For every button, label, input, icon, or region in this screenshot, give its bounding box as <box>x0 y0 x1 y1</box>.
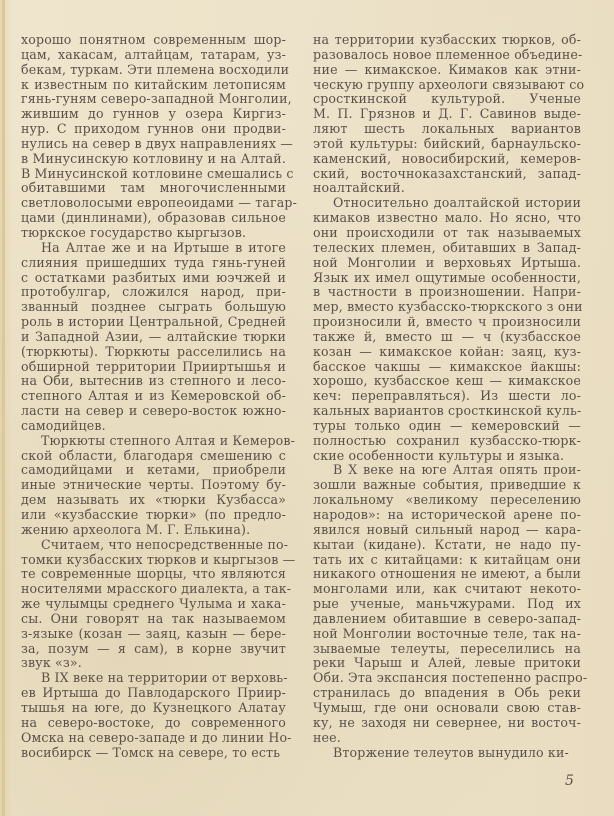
text-line: цами (динлинами), образовав сильное <box>21 210 286 226</box>
text-line: реки Чарыш и Алей, левые притоки <box>313 655 581 671</box>
text-line: Язык их имел ощутимые особенности, <box>313 269 581 285</box>
page-number: 5 <box>565 773 574 789</box>
text-line: восибирск — Томск на севере, то есть <box>21 744 281 760</box>
text-line: цам, хакасам, алтайцам, татарам, уз- <box>21 46 286 62</box>
text-line: обитавшими там многочисленными <box>21 180 286 196</box>
text-line: те современные шорцы, что являются <box>21 566 286 582</box>
left-column <box>21 32 298 760</box>
paragraph <box>313 746 581 761</box>
text-line: ский, восточноказахстанский, запад- <box>313 165 581 181</box>
text-line: ской области, благодаря смешению с <box>21 447 286 463</box>
page-edge <box>2 0 5 816</box>
text-line: ческую группу археологи связывают со <box>313 76 585 92</box>
text-line: иные этнические черты. Поэтому бу- <box>21 477 286 493</box>
text-line: тышья на юге, до Кузнецкого Алатау <box>21 699 286 715</box>
text-line: локальному «великому переселению <box>313 492 581 508</box>
text-line: кальных вариантов сросткинской куль- <box>313 403 582 419</box>
text-line: На Алтае же и на Иртыше в итоге <box>41 239 286 255</box>
text-line: ские особенности культуры и языка. <box>313 447 565 463</box>
text-line: или «кузбасские тюрки» (по предло- <box>21 507 286 522</box>
text-line: на территории кузбасских тюрков, об- <box>313 32 581 47</box>
text-line: самодийцами и кетами, приобрели <box>21 462 286 478</box>
text-line: дем называть их «тюрки Кузбасса» <box>21 492 286 508</box>
text-line: ной Монголии восточные теле, так на- <box>313 625 581 641</box>
text-line: кеч: переправляться). Из шести ло- <box>313 388 581 404</box>
paragraph <box>21 670 292 760</box>
text-line: ние — кимакское. Кимаков как этни- <box>313 61 581 77</box>
text-line: жившим до гуннов у озера Киргиз- <box>21 106 286 122</box>
text-line: кытаи (кидане). Кстати, не надо пу- <box>313 536 581 552</box>
text-line: слияния пришедших туда гянь-гуней <box>21 254 286 270</box>
text-line: ев Иртыша до Павлодарского Приир- <box>21 685 286 701</box>
text-line: ной Монголии и верховьях Иртыша. <box>313 254 581 270</box>
text-line: Омска на северо-западе и до линии Но- <box>21 729 292 745</box>
paragraph <box>21 432 296 538</box>
text-line: с остатками разбитых ими юэчжей и <box>21 269 286 285</box>
text-line: В IX веке на территории от верховь- <box>41 670 288 686</box>
text-line: Считаем, что непосредственные по- <box>41 536 289 552</box>
text-line: званный позднее сыграть большую <box>21 299 286 315</box>
text-line: звук «з». <box>21 655 82 671</box>
text-line: томки кузбасских тюрков и кыргызов — <box>21 551 296 567</box>
text-line: гянь-гуням северо-западной Монголии, <box>21 91 292 107</box>
text-line: ласти на север и северо-восток южно- <box>21 403 286 419</box>
text-line: тать их с китайцами: к китайцам они <box>313 551 581 567</box>
text-line: Тюркюты степного Алтая и Кемеров- <box>41 432 296 448</box>
paragraph <box>21 241 286 434</box>
text-line: явился новый сильный народ — кара- <box>313 521 581 537</box>
text-line: зошли важные события, приведшие к <box>313 477 581 493</box>
text-line: в частности в произношении. Напри- <box>313 284 581 300</box>
text-line: басское чакшы — кимакское йакшы: <box>313 358 581 374</box>
text-line: ку, не заходя ни севернее, ни восточ- <box>313 714 581 730</box>
text-line: Вторжение телеутов вынудило ки- <box>333 744 569 760</box>
text-line: хорошо, кузбасское кеш — кимакское <box>313 373 581 389</box>
text-line: В Минусинской котловине смешались с <box>21 165 294 181</box>
text-line: произносили й, вместо ч произносили <box>313 314 581 330</box>
text-line: разовалось новое племенное объедине- <box>313 46 583 62</box>
paragraph <box>313 32 585 196</box>
text-line: в Минусинскую котловину и на Алтай. <box>21 150 286 166</box>
text-line: мер, вместо кузбасско-тюркского з они <box>313 299 583 315</box>
text-line: телеских племен, обитавших в Запад- <box>313 239 581 255</box>
text-line: бекам, туркам. Эти племена восходили <box>21 61 290 77</box>
text-line: к известным по китайским летописям <box>21 76 286 92</box>
text-line: зываемые телеуты, переселились на <box>313 640 581 656</box>
text-line: протобулгар, сложился народ, при- <box>21 284 286 300</box>
text-line: кимаков известно мало. Но ясно, что <box>313 210 581 226</box>
text-line: же чулымцы среднего Чулыма и хака- <box>21 596 286 612</box>
text-line: на Оби, вытеснив из степного и лесо- <box>21 373 286 389</box>
text-line: самодийцев. <box>21 417 106 433</box>
text-line: хорошо понятном современным шор- <box>21 32 286 47</box>
text-line: роль в истории Центральной, Средней <box>21 314 286 330</box>
text-line: сы. Они говорят на так называемом <box>21 610 286 626</box>
text-line: никакого отношения не имеют, а были <box>313 566 581 582</box>
text-line: этой культуры: бийский, барнаульско- <box>313 135 581 151</box>
paragraph <box>21 536 296 672</box>
text-line: за, позум — я сам), в корне звучит <box>21 640 286 656</box>
text-line: В X веке на юге Алтая опять прои- <box>333 462 581 478</box>
text-line: Оби. Эта экспансия постепенно распро- <box>313 670 588 686</box>
text-line: нулись на север в двух направлениях — <box>21 135 293 151</box>
text-line: Чумыш, где они основали свою став- <box>313 699 581 715</box>
text-line: тюркское государство кыргызов. <box>21 224 247 240</box>
text-line: они происходили от так называемых <box>313 224 581 240</box>
text-line: рые ученые, маньчжурами. Под их <box>313 596 581 612</box>
paragraph <box>21 32 298 241</box>
text-line: полностью сохранил кузбасско-тюрк- <box>313 432 581 448</box>
text-line: туры только один — кемеровский — <box>313 417 581 433</box>
paragraph <box>313 462 588 745</box>
text-line: обширной территории Прииртышья и <box>21 358 286 374</box>
text-line: монголами или, как считают некото- <box>313 581 581 597</box>
text-line: народов»: на исторической арене по- <box>313 507 581 522</box>
text-line: ляют шесть локальных вариантов <box>313 121 581 137</box>
text-line: светловолосыми европеоидами — тагар- <box>21 195 298 211</box>
text-line: козан — кимакское койан: заяц, куз- <box>313 343 581 359</box>
text-line: сросткинской культурой. Ученые <box>313 91 581 107</box>
text-line: (тюркюты). Тюркюты расселились на <box>21 343 286 359</box>
text-line: давлением обитавшие в северо-запад- <box>313 610 581 626</box>
text-line: нее. <box>313 729 341 745</box>
text-line: также й, вместо ш — ч (кузбасское <box>313 328 581 344</box>
text-line: жению археолога М. Г. Елькина). <box>21 521 251 537</box>
right-column <box>313 32 588 760</box>
text-line: степного Алтая и из Кемеровской об- <box>21 388 286 404</box>
text-line: носителями мрасского диалекта, а так- <box>21 581 292 597</box>
text-line: на северо-востоке, до современного <box>21 714 286 730</box>
text-line: М. П. Грязнов и Д. Г. Савинов выде- <box>313 106 581 122</box>
text-line: ноалтайский. <box>313 180 405 196</box>
text-line: и Западной Азии, — алтайские тюрки <box>21 328 286 344</box>
text-line: странилась до впадения в Обь реки <box>313 685 581 701</box>
text-line: Относительно доалтайской истории <box>333 195 581 211</box>
text-line: каменский, новосибирский, кемеров- <box>313 150 581 166</box>
paragraph <box>313 196 581 463</box>
text-line: з-языке (козан — заяц, казын — бере- <box>21 625 286 641</box>
text-line: нур. С приходом гуннов они продви- <box>21 121 286 137</box>
